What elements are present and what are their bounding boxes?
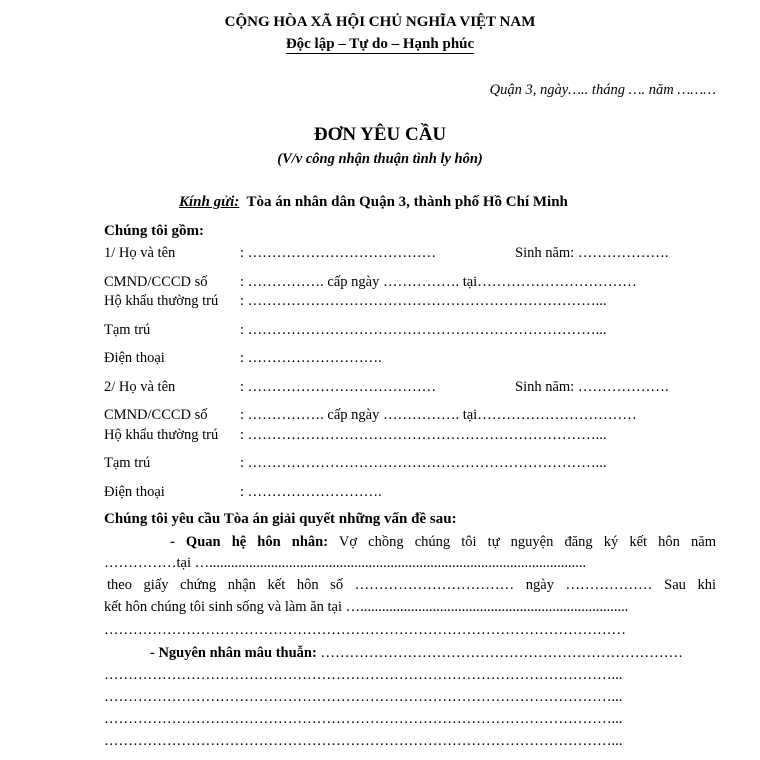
p1-tt-label: Tạm trú — [104, 322, 151, 338]
conflict-line-1 — [150, 645, 683, 662]
marriage-line-1 — [170, 534, 716, 551]
country-title: CỘNG HÒA XÃ HỘI CHỦ NGHĨA VIỆT NAM — [224, 14, 536, 30]
conflict-text-1[interactable]: ………………………………………………………………… — [320, 645, 683, 661]
p1-id-field[interactable]: : ……………. cấp ngày ……………. tại…………………………… — [240, 274, 637, 290]
marriage-line-5[interactable]: ……………………………………………………………………………………………… — [104, 622, 626, 638]
p2-hk-field[interactable]: : ………………………………………………………………... — [240, 427, 607, 443]
conflict-label: - Nguyên nhân mâu thuẫn: — [150, 645, 317, 661]
marriage-text-1: Vợ chồng chúng tôi tự nguyện đăng ký kết hôn năm — [338, 534, 716, 550]
p2-phone-label: Điện thoại — [104, 484, 165, 500]
p1-phone-field[interactable]: : ………………………. — [240, 350, 382, 366]
conflict-line-3[interactable]: ……………………………………………………………………………………………... — [104, 689, 623, 705]
marriage-line-4[interactable]: kết hôn chúng tôi sinh sống và làm ăn tại ….......................................................................... — [104, 599, 629, 615]
document-title: ĐƠN YÊU CẦU — [313, 124, 447, 145]
p2-name-field[interactable]: : ………………………………… — [240, 379, 437, 395]
conflict-line-5[interactable]: ……………………………………………………………………………………………... — [104, 733, 623, 749]
parties-heading: Chúng tôi gồm: — [104, 223, 205, 239]
motto — [0, 36, 760, 53]
p1-tt-field[interactable]: : ………………………………………………………………... — [240, 322, 607, 338]
p1-name-field[interactable]: : ………………………………… — [240, 245, 437, 261]
p2-id-label: CMND/CCCD số — [104, 407, 208, 423]
p1-birth-field[interactable]: Sinh năm: ………………. — [515, 245, 669, 261]
request-heading: Chúng tôi yêu cầu Tòa án giải quyết những vấn đề sau: — [104, 511, 457, 527]
recipient-label: Kính gửi: — [179, 194, 240, 210]
recipient-line — [179, 194, 568, 211]
p1-hk-label: Hộ khẩu thường trú — [104, 293, 219, 309]
motto-text: Độc lập – Tự do – Hạnh phúc — [285, 36, 475, 52]
recipient-value: Tòa án nhân dân Quận 3, thành phố Hồ Chí Minh — [246, 194, 568, 210]
p1-phone-label: Điện thoại — [104, 350, 165, 366]
p1-hk-field[interactable]: : ………………………………………………………………... — [240, 293, 607, 309]
marriage-label: - Quan hệ hôn nhân: — [170, 534, 329, 550]
p1-name-label: 1/ Họ và tên — [104, 245, 176, 261]
p2-name-label: 2/ Họ và tên — [104, 379, 176, 395]
p2-birth-field[interactable]: Sinh năm: ………………. — [515, 379, 669, 395]
p2-id-field[interactable]: : ……………. cấp ngày ……………. tại…………………………… — [240, 407, 637, 423]
p2-tt-field[interactable]: : ………………………………………………………………... — [240, 455, 607, 471]
marriage-line-2[interactable]: ……………tại …........................................................................................................ — [104, 555, 587, 571]
conflict-line-2[interactable]: ……………………………………………………………………………………………... — [104, 667, 623, 683]
conflict-line-4[interactable]: ……………………………………………………………………………………………... — [104, 711, 623, 727]
date-line: Quận 3, ngày….. tháng …. năm ……… — [489, 82, 716, 98]
p1-id-label: CMND/CCCD số — [104, 274, 208, 290]
p2-hk-label: Hộ khẩu thường trú — [104, 427, 219, 443]
marriage-line-3[interactable]: theo giấy chứng nhận kết hôn số …………………………… ngày ……………… Sau khi — [107, 577, 716, 593]
document-subtitle: (V/v công nhận thuận tình ly hôn) — [277, 151, 483, 167]
p2-phone-field[interactable]: : ………………………. — [240, 484, 382, 500]
p2-tt-label: Tạm trú — [104, 455, 151, 471]
